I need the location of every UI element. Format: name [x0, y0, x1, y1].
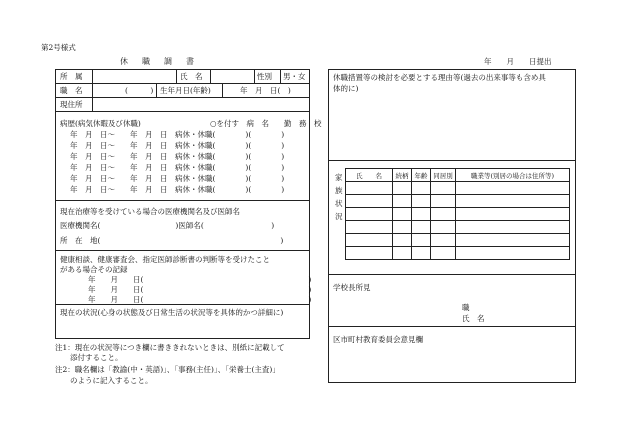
consultation-header-1: 健康相談、健康審査会、指定医師診断書の判断等を受けたこと: [60, 255, 270, 264]
name-label: 氏 名: [180, 72, 203, 81]
note-line: のように記入すること。: [55, 376, 153, 385]
history-header: 病歴(病気休暇及び休職): [60, 119, 141, 128]
address-label: 現住所: [60, 100, 83, 109]
family-col-relation: 続柄: [393, 169, 412, 182]
medical-location-field[interactable]: 所 在 地( ): [60, 236, 284, 245]
consultation-row[interactable]: 年 月 日( ): [88, 295, 312, 304]
family-col-name: 氏 名: [346, 169, 393, 182]
principal-name-label: 氏 名: [462, 314, 485, 323]
note-line: 注1：現在の状況等につき欄に書ききれないときは、別紙に記載して: [55, 343, 285, 352]
family-row[interactable]: [346, 234, 570, 247]
medical-institution-field[interactable]: 医療機関名( )医師名( ): [60, 221, 275, 230]
position-label: 職 名: [60, 86, 83, 95]
family-col-cohabit: 同居別: [431, 169, 456, 182]
family-row[interactable]: [346, 208, 570, 221]
family-row[interactable]: [346, 195, 570, 208]
family-row[interactable]: [346, 221, 570, 234]
history-row[interactable]: 年 月 日～ 年 月 日 病休・休職( )( ): [70, 163, 285, 172]
history-row[interactable]: 年 月 日～ 年 月 日 病休・休職( )( ): [70, 152, 285, 161]
history-mark-note: ○を付す 病 名 勤 務 校: [210, 119, 322, 128]
family-side-label: 族: [335, 186, 343, 195]
consultation-row[interactable]: 年 月 日( ): [88, 285, 312, 294]
family-side-label: 況: [335, 212, 343, 221]
submit-date: 年 月 日提出: [484, 57, 552, 66]
family-row[interactable]: [346, 182, 570, 195]
document-title: 休職調書: [120, 57, 208, 66]
history-row[interactable]: 年 月 日～ 年 月 日 病休・休職( )( ): [70, 141, 285, 150]
medical-header: 現在治療等を受けている場合の医療機関名及び医師名: [60, 207, 240, 216]
gender-options[interactable]: 男・女: [283, 72, 306, 81]
consultation-row[interactable]: 年 月 日( ): [88, 275, 312, 284]
family-side-label: 状: [335, 199, 343, 208]
position-paren[interactable]: ( ): [125, 86, 154, 95]
consultation-header-2: がある場合その記録: [60, 265, 128, 274]
birthdate-field[interactable]: 年 月 日( ): [240, 86, 291, 95]
principal-position-label: 職: [462, 303, 470, 312]
family-col-occupation: 職業等(別居の場合は住所等): [456, 169, 570, 182]
form-id: 第2号様式: [41, 43, 76, 52]
note-line: 添付すること。: [55, 353, 123, 362]
family-row[interactable]: [346, 247, 570, 260]
affiliation-label: 所 属: [60, 72, 83, 81]
reason-header-2: 体的に): [333, 84, 359, 93]
note-line: 注2：職名欄は「教諭(中・英語)」、「事務(主任)」、「栄養士(主査)」: [55, 365, 280, 374]
family-side-label: 家: [335, 173, 343, 182]
status-header: 現在の状況(心身の状態及び日常生活の状況等を具体的かつ詳細に): [60, 308, 284, 317]
birthdate-label: 生年月日(年齢): [160, 86, 211, 95]
gender-label: 性別: [257, 72, 272, 81]
board-opinion-header: 区市町村教育委員会意見欄: [333, 335, 423, 344]
history-row[interactable]: 年 月 日～ 年 月 日 病休・休職( )( ): [70, 185, 285, 194]
history-row[interactable]: 年 月 日～ 年 月 日 病休・休職( )( ): [70, 174, 285, 183]
principal-header: 学校長所見: [333, 283, 371, 292]
history-row[interactable]: 年 月 日～ 年 月 日 病休・休職( )( ): [70, 130, 285, 139]
reason-header-1: 休職措置等の検討を必要とする理由等(過去の出来事等も含め具: [333, 73, 546, 82]
family-col-age: 年齢: [412, 169, 431, 182]
family-header-row: [346, 169, 570, 182]
family-table: [345, 168, 570, 260]
